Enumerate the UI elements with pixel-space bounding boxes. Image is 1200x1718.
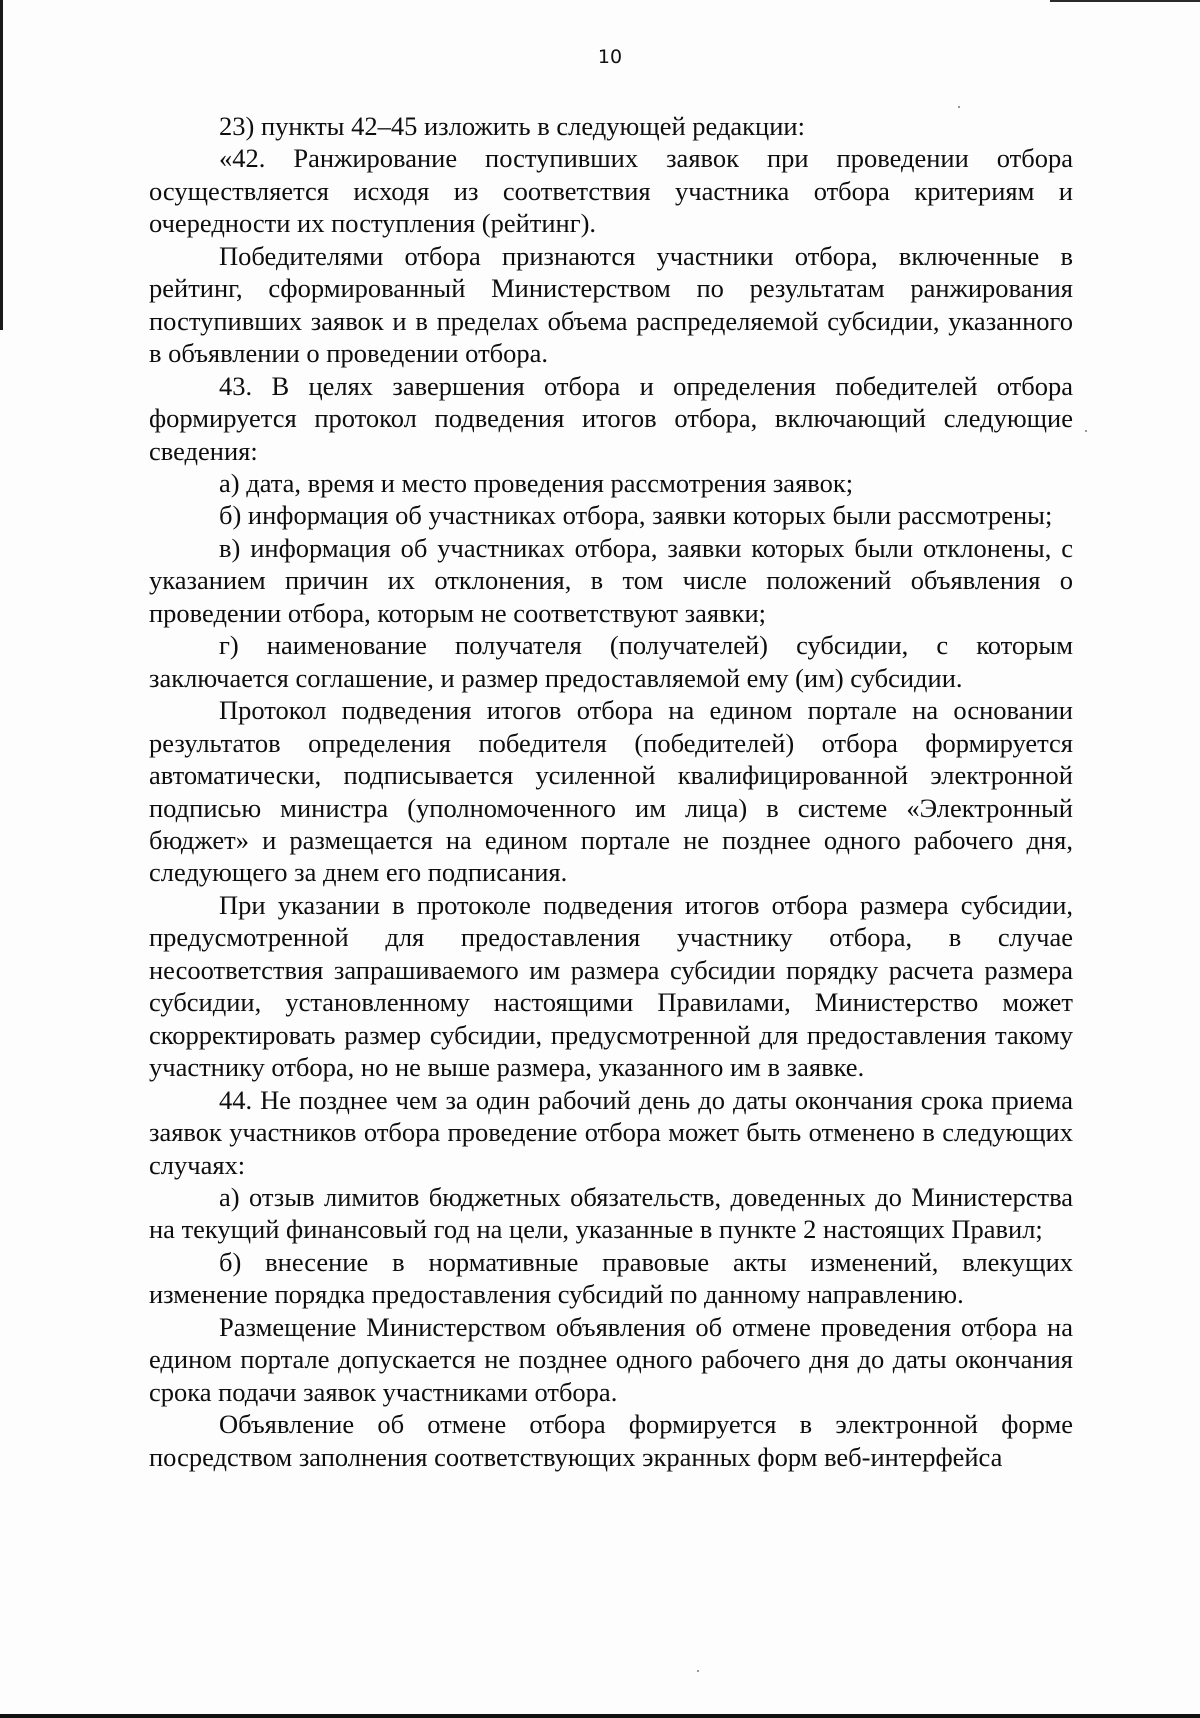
paragraph-winners: Победителями отбора признаются участники отбора, включенные в рейтинг, сформированный Министерством по результатам ранжирования поступивших заявок и в пределах объема распределяемой субсидии, указанного в объявлении о проведении отбора. xyxy=(149,240,1073,369)
scan-edge-bottom xyxy=(0,1714,1200,1718)
scan-speck xyxy=(697,1670,699,1672)
scan-speck xyxy=(958,106,960,108)
document-body xyxy=(149,110,1073,1473)
paragraph-43-v: в) информация об участниках отбора, заявки которых были отклонены, с указанием причин их отклонения, в том числе положений объявления о проведении отбора, которым не соответствуют заявки; xyxy=(149,532,1073,628)
paragraph-42: «42. Ранжирование поступивших заявок при проведении отбора осуществляется исходя из соответствия участника отбора критериям и очередности их поступления (рейтинг). xyxy=(149,143,1073,239)
scan-edge-top xyxy=(1050,0,1200,2)
paragraph-cancellation-form: Объявление об отмене отбора формируется в электронной форме посредством заполнения соответствующих экранных форм веб-интерфейса xyxy=(149,1409,1073,1472)
paragraph-cancellation-notice: Размещение Министерством объявления об отмене проведения отбора на едином портале допускается не позднее одного рабочего дня до даты окончания срока подачи заявок участниками отбора. xyxy=(149,1311,1073,1407)
paragraph-43-a: а) дата, время и место проведения рассмотрения заявок; xyxy=(219,467,854,498)
paragraph-44-a: а) отзыв лимитов бюджетных обязательств, доведенных до Министерства на текущий финансовый год на цели, указанные в пункте 2 настоящих Правил; xyxy=(149,1181,1073,1245)
paragraph-44: 44. Не позднее чем за один рабочий день до даты окончания срока приема заявок участников отбора проведение отбора может быть отменено в следующих случаях: xyxy=(149,1084,1073,1180)
paragraph-protocol: Протокол подведения итогов отбора на едином портале на основании результатов определения победителя (победителей) отбора формируется автоматически, подписывается усиленной квалифицированной электронной подписью министра (уполномоченного им лица) в системе «Электронный бюджет» и размещается на едином портале не позднее одного рабочего дня, следующего за днем его подписания. xyxy=(149,695,1073,888)
paragraph-44-b: б) внесение в нормативные правовые акты изменений, влекущих изменение порядка предоставления субсидий по данному направлению. xyxy=(149,1246,1073,1310)
paragraph-subsidy-adjustment: При указании в протоколе подведения итогов отбора размера субсидии, предусмотренной для предоставления участнику отбора, в случае несоответствия запрашиваемого им размера субсидии порядку расчета размера субсидии, установленному настоящими Правилами, Министерство может скорректировать размер субсидии, предусмотренной для предоставления такому участнику отбора, но не выше размера, указанного им в заявке. xyxy=(149,889,1073,1083)
paragraph-43-b: б) информация об участниках отбора, заявки которых были рассмотрены; xyxy=(219,500,1053,531)
paragraph-43-g: г) наименование получателя (получателей) субсидии, с которым заключается соглашение, и размер предоставляемой ему (им) субсидии. xyxy=(149,630,1073,693)
paragraph-43: 43. В целях завершения отбора и определения победителей отбора формируется протокол подведения итогов отбора, включающий следующие сведения: xyxy=(149,370,1073,466)
paragraph-amendment-intro: 23) пункты 42–45 изложить в следующей редакции: xyxy=(219,111,805,141)
scan-speck xyxy=(1085,430,1087,432)
page-number: 10 xyxy=(597,46,623,68)
